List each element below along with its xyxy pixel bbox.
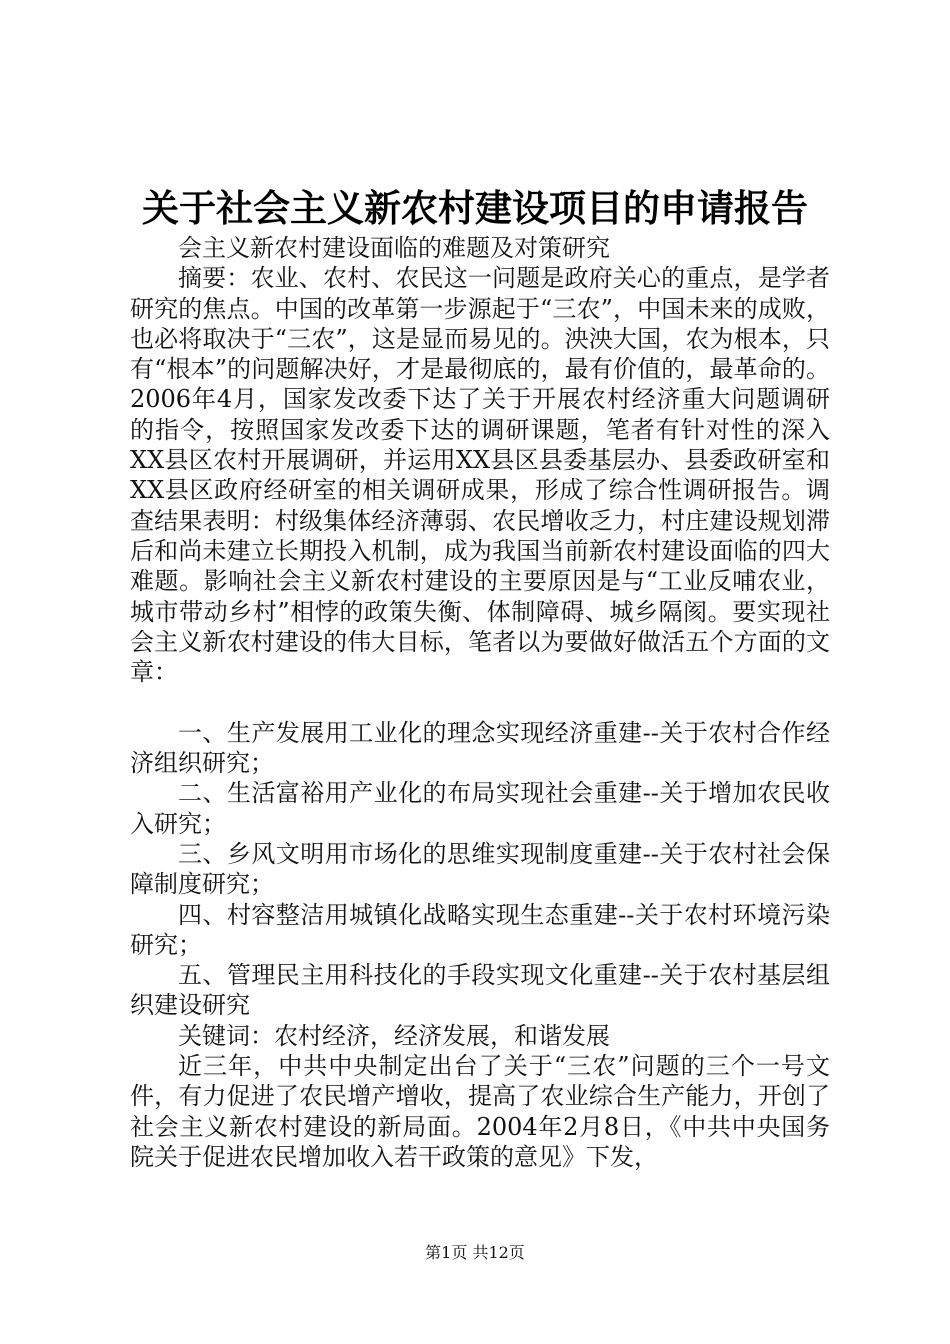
list-item-2: 二、生活富裕用产业化的布局实现社会重建--关于增加农民收入研究； [130, 779, 830, 838]
list-item-5: 五、管理民主用科技化的手段实现文化重建--关于农村基层组织建设研究 [130, 961, 830, 1020]
body-paragraph: 近三年，中共中央制定出台了关于“三农”问题的三个一号文件，有力促进了农民增产增收，提高了农业综合生产能力，开创了社会主义新农村建设的新局面。2004年2月8日，《中共中央国务院关于促进农民增加收入若干政策的意见》下发， [130, 1052, 830, 1171]
document-body [130, 233, 830, 1172]
document-title: 关于社会主义新农村建设项目的申请报告 [142, 186, 808, 230]
paragraph-gap [130, 687, 830, 717]
subtitle-paragraph: 会主义新农村建设面临的难题及对策研究 [178, 234, 610, 262]
list-item-4: 四、村容整洁用城镇化战略实现生态重建--关于农村环境污染研究； [130, 900, 830, 959]
list-item-3: 三、乡风文明用市场化的思维实现制度重建--关于农村社会保障制度研究； [130, 839, 830, 899]
list-item-1: 一、生产发展用工业化的理念实现经济重建--关于农村合作经济组织研究； [130, 718, 830, 778]
keywords-line: 关键词：农村经济，经济发展，和谐发展 [178, 1021, 610, 1050]
page-number-footer: 第1页 共12页 [425, 1243, 525, 1262]
abstract-paragraph: 摘要：农业、农村、农民这一问题是政府关心的重点，是学者研究的焦点。中国的改革第一步源起于“三农”，中国未来的成败，也必将取决于“三农”，这是显而易见的。泱泱大国，农为根本，只有“根本”的问题解决好，才是最彻底的，最有价值的，最革命的。2006年4月，国家发改委下达了关于开展农村经济重大问题调研的指令，按照国家发改委下达的调研课题，笔者有针对性的深入XX县区农村开展调研，并运用XX县区县委基层办、县委政研室和XX县区政府经研室的相关调研成果，形成了综合性调研报告。调查结果表明：村级集体经济薄弱、农民增收乏力，村庄建设规划滞后和尚未建立长期投入机制，成为我国当前新农村建设面临的四大难题。影响社会主义新农村建设的主要原因是与“工业反哺农业，城市带动乡村”相悖的政策失衡、体制障碍、城乡隔阂。要实现社会主义新农村建设的伟大目标，笔者以为要做好做活五个方面的文章： [130, 264, 830, 687]
